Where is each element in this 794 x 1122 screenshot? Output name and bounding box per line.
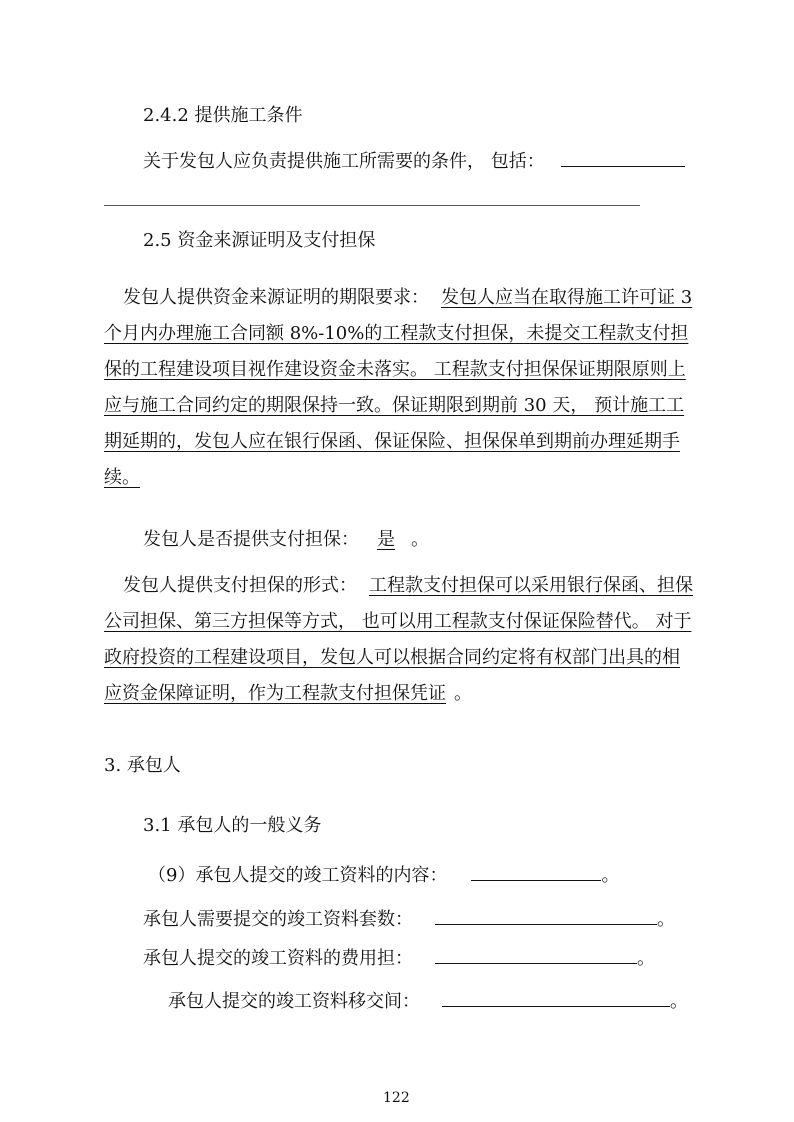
item-end: 。 <box>637 948 655 969</box>
form-end: 。 <box>454 683 472 704</box>
period-text: 发包人应当在取得施工许可证 3 个月内办理施工合同额 8%-10%的工程款支付担保，未提交工程款支付担保的工程建设项目视作建设资金未落实。 工程款支付担保保证期限原则上应与施工合同约定的期限保持一致。保证期限到期前 30 天， 预计施工工期延期的，发包人应在银行保函、保证保险、担保保单到期前办理延期手续。 <box>104 287 693 488</box>
item-label: 承包人提交的竣工资料的费用担： <box>143 948 413 969</box>
form-label: 发包人提供支付担保的形式： <box>123 575 357 596</box>
item-end: 。 <box>601 865 620 886</box>
provide-guarantee-line <box>143 528 429 552</box>
item-end: 。 <box>657 909 675 930</box>
provide-label: 发包人是否提供支付担保： <box>143 529 359 550</box>
period-requirement-paragraph <box>104 280 694 496</box>
conditions-blank[interactable] <box>561 148 685 167</box>
completion-docs-handover-blank[interactable] <box>442 988 670 1007</box>
provide-value: 是 <box>377 529 395 550</box>
item-end: 。 <box>670 991 688 1012</box>
page-number: 122 <box>383 1090 410 1106</box>
section-3-heading: 3. 承包人 <box>104 755 181 776</box>
completion-docs-cost-item <box>143 945 655 971</box>
section-2-5-heading: 2.5 资金来源证明及支付担保 <box>143 230 376 251</box>
completion-docs-handover-item <box>168 988 688 1014</box>
period-label: 发包人提供资金来源证明的期限要求： <box>123 287 429 308</box>
conditions-continuation-line <box>104 205 640 206</box>
conditions-label: 关于发包人应负责提供施工所需要的条件， 包括： <box>143 151 545 172</box>
section-3-1-heading: 3.1 承包人的一般义务 <box>143 815 322 836</box>
section-2-4-2-heading: 2.4.2 提供施工条件 <box>143 105 303 126</box>
completion-docs-copies-item <box>143 906 675 932</box>
completion-docs-content-blank[interactable] <box>471 862 601 881</box>
completion-docs-content-item <box>148 862 619 888</box>
completion-docs-copies-blank[interactable] <box>435 906 657 925</box>
provide-end: 。 <box>411 529 429 550</box>
guarantee-form-paragraph <box>104 568 694 712</box>
item-label: 承包人提交的竣工资料移交间： <box>168 991 420 1012</box>
completion-docs-cost-blank[interactable] <box>435 945 637 964</box>
item-label: 承包人需要提交的竣工资料套数： <box>143 909 413 930</box>
conditions-prompt <box>143 148 685 174</box>
item-label: （9）承包人提交的竣工资料的内容： <box>148 865 448 886</box>
form-text: 工程款支付担保可以采用银行保函、担保公司担保、第三方担保等方式， 也可以用工程款支付保证保险替代。 对于政府投资的工程建设项目，发包人可以根据合同约定将有权部门出具的相应资金保障证明，作为工程款支付担保凭证 <box>104 575 693 704</box>
